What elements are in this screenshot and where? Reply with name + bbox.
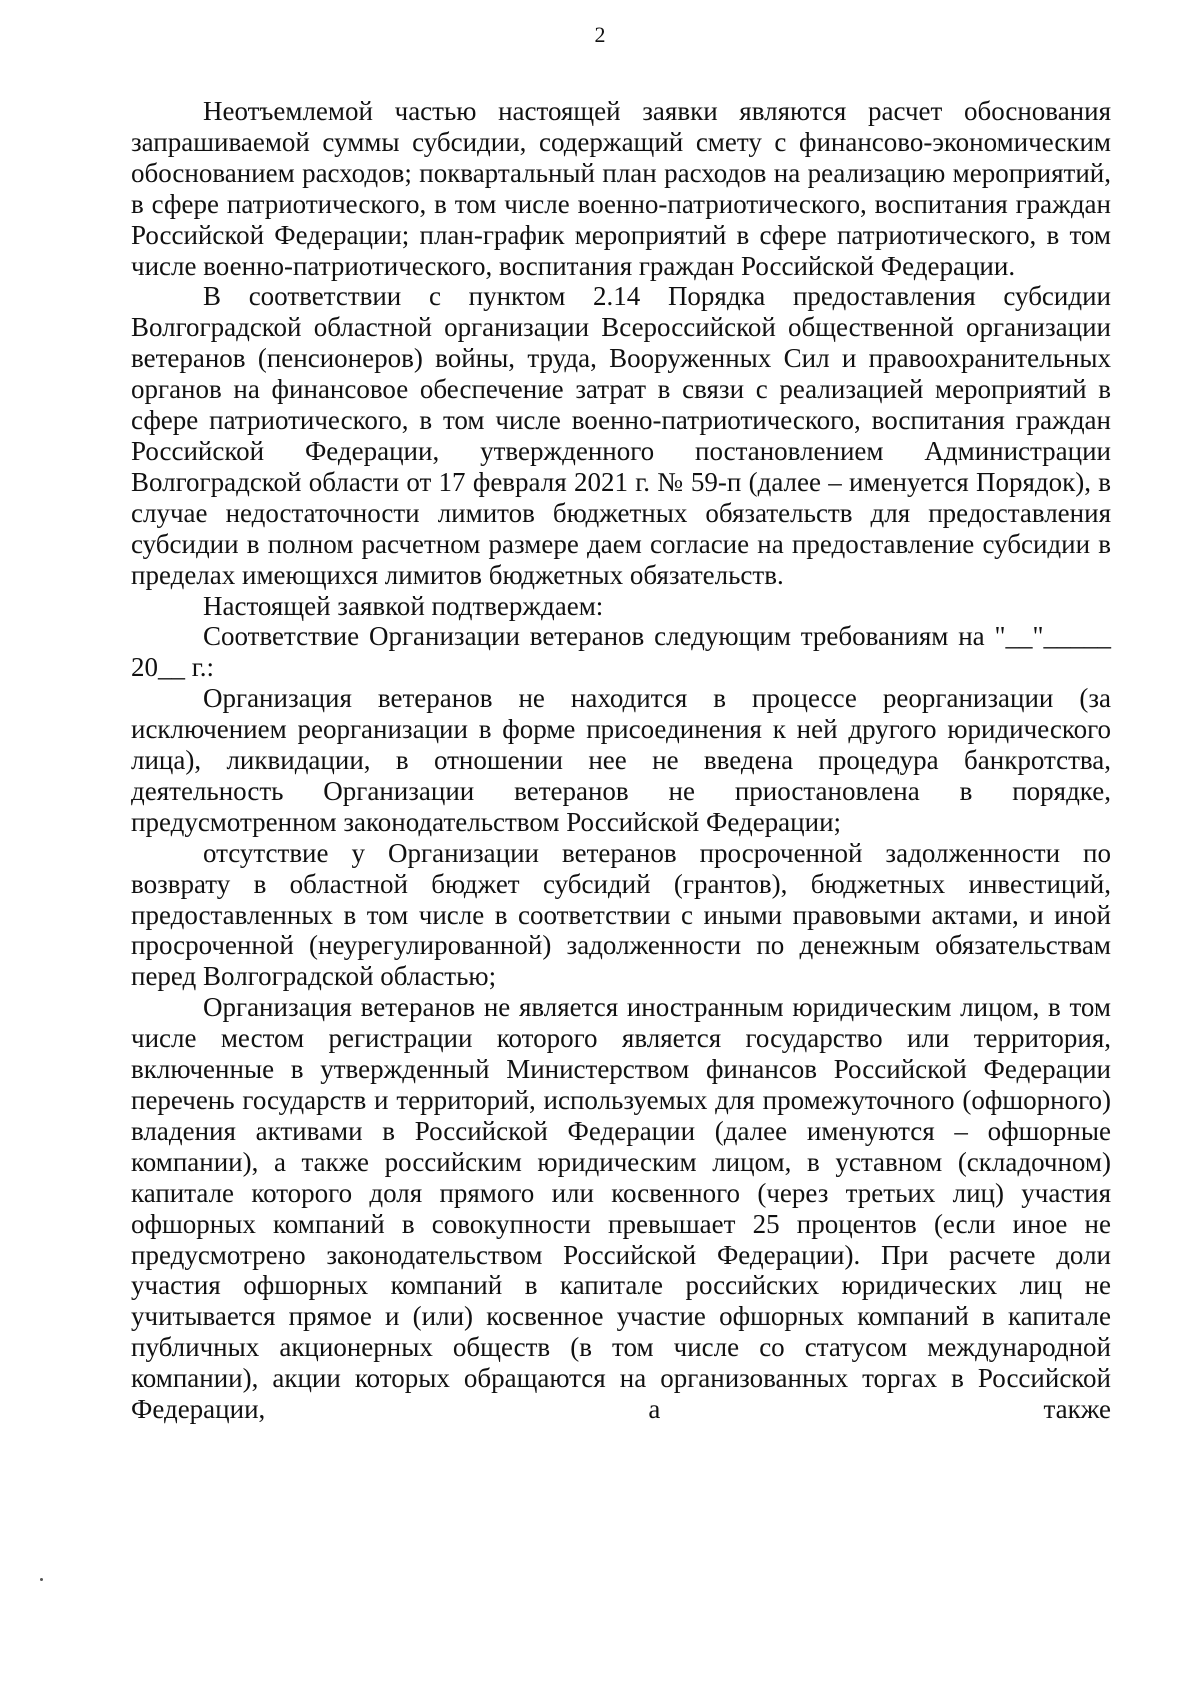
document-body — [131, 96, 1111, 1425]
paragraph-requirements-date: Соответствие Организации ветеранов следующим требованиям на "__"_____ 20__ г.: — [131, 621, 1111, 683]
paragraph-no-reorganization: Организация ветеранов не находится в процессе реорганизации (за исключением реорганизации в форме присоединения к ней другого юридического лица), ликвидации, в отношении нее не введена процедура банкротства, деятельность Организации ветеранов не приостановлена в порядке, предусмотренном законодательством Российской Федерации; — [131, 683, 1111, 837]
page-number: 2 — [594, 22, 606, 47]
paragraph-not-offshore: Организация ветеранов не является иностранным юридическим лицом, в том числе местом регистрации которого является государство или территория, включенные в утвержденный Министерством финансов Российской Федерации перечень государств и территорий, используемых для промежуточного (офшорного) владения активами в Российской Федерации (далее именуются – офшорные компании), а также российским юридическим лицом, в уставном (складочном) капитале которого доля прямого или косвенного (через третьих лиц) участия офшорных компаний в совокупности превышает 25 процентов (если иное не предусмотрено законодательством Российской Федерации). При расчете доли участия офшорных компаний в капитале российских юридических лиц не учитывается прямое и (или) косвенное участие офшорных компаний в капитале публичных акционерных обществ (в том числе со статусом международной компании), акции которых обращаются на организованных торгах в Российской Федерации, а также — [131, 992, 1111, 1425]
paragraph-attachments: Неотъемлемой частью настоящей заявки являются расчет обоснования запрашиваемой суммы субсидии, содержащий смету с финансово-экономическим обоснованием расходов; поквартальный план расходов на реализацию мероприятий, в сфере патриотического, в том числе военно-патриотического, воспитания граждан Российской Федерации; план-график мероприятий в сфере патриотического, в том числе военно-патриотического, воспитания граждан Российской Федерации. — [131, 96, 1111, 281]
scan-speck — [40, 1578, 43, 1581]
paragraph-no-debt: отсутствие у Организации ветеранов просроченной задолженности по возврату в областной бюджет субсидий (грантов), бюджетных инвестиций, предоставленных в том числе в соответствии с иными правовыми актами, и иной просроченной (неурегулированной) задолженности по денежным обязательствам перед Волгоградской областью; — [131, 837, 1111, 992]
paragraph-confirmation-intro: Настоящей заявкой подтверждаем: — [203, 590, 604, 621]
paragraph-consent: В соответствии с пунктом 2.14 Порядка предоставления субсидии Волгоградской областной организации Всероссийской общественной организации ветеранов (пенсионеров) войны, труда, Вооруженных Сил и правоохранительных органов на финансовое обеспечение затрат в связи с реализацией мероприятий в сфере патриотического, в том числе военно-патриотического, воспитания граждан Российской Федерации, утвержденного постановлением Администрации Волгоградской области от 17 февраля 2021 г. № 59-п (далее – именуется Порядок), в случае недостаточности лимитов бюджетных обязательств для предоставления субсидии в полном расчетном размере даем согласие на предоставление субсидии в пределах имеющихся лимитов бюджетных обязательств. — [131, 281, 1111, 590]
